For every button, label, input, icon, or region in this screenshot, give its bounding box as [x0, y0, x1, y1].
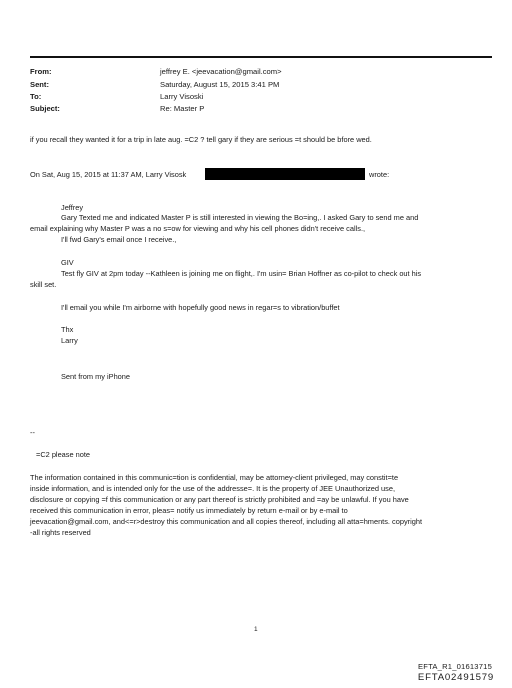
to-value: Larry Visoski	[160, 92, 204, 101]
quoted-para3: I'll email you while I'm airborne with hopefully good news in regar=s to vibration/buffet	[61, 303, 340, 312]
sent-value: Saturday, August 15, 2015 3:41 PM	[160, 80, 280, 89]
footer-id-secondary: EFTA02491579	[417, 672, 494, 683]
quoted-greeting: Jeffrey	[61, 203, 84, 212]
please-note: =C2 please note	[36, 450, 91, 459]
quoted-para1-line3: I'll fwd Gary's email once I receive.,	[61, 235, 177, 244]
signature-dash: --	[30, 428, 35, 437]
header-rule	[30, 56, 492, 58]
redaction-bar	[205, 168, 365, 180]
disclaimer-line: received this communication in error, pleas= notify us immediately by return e-mail or by e-mail to	[30, 506, 348, 515]
disclaimer-line: disclosure or copying =f this communication or any part thereof is strictly prohibited and =ay be unlawful. If you have	[30, 495, 409, 504]
quoted-para2-line2: skill set.	[30, 280, 57, 289]
quoted-thx: Thx	[61, 325, 74, 334]
subject-value: Re: Master P	[160, 104, 205, 113]
sent-label: Sent:	[30, 80, 49, 89]
reply-line: if you recall they wanted it for a trip in late aug. =C2 ? tell gary if they are serious =t should be bfore wed.	[30, 135, 372, 144]
disclaimer-line: jeevacation@gmail.com, and<=r>destroy this communication and all copies thereof, including all atta=hments. copyright	[30, 517, 423, 526]
disclaimer-line: -all rights reserved	[30, 528, 91, 537]
quoted-para1-line1: Gary Texted me and indicated Master P is still interested in viewing the Bo=ing,. I asked Gary to send me and	[61, 213, 419, 222]
disclaimer-line: The information contained in this communic=tion is confidential, may be attorney-client privileged, may constit=te	[30, 473, 399, 482]
to-label: To:	[30, 92, 42, 101]
quote-intro-suffix: wrote:	[369, 170, 390, 179]
quoted-sent-from: Sent from my iPhone	[61, 372, 131, 381]
quote-intro-prefix: On Sat, Aug 15, 2015 at 11:37 AM, Larry Visosk	[30, 170, 187, 179]
quoted-name: Larry	[61, 336, 78, 345]
from-label: From:	[30, 67, 52, 76]
quoted-para2-line1: Test fly GIV at 2pm today --Kathleen is joining me on flight,. I'm usin= Brian Hoffner as co-pilot to check out his	[61, 269, 422, 278]
subject-label: Subject:	[30, 104, 60, 113]
page-number: 1	[254, 626, 258, 633]
footer-id-primary: EFTA_R1_01613715	[418, 662, 492, 671]
quoted-giv: GIV	[61, 258, 74, 267]
from-value: jeffrey E. <jeevacation@gmail.com>	[160, 67, 282, 76]
quoted-para1-line2: email explaining why Master P was a no s=ow for viewing and why his cell phones didn't receive calls.,	[30, 224, 366, 233]
disclaimer-line: inside information, and is intended only for the use of the addresse=. It is the property of JEE Unauthorized use,	[30, 484, 396, 493]
